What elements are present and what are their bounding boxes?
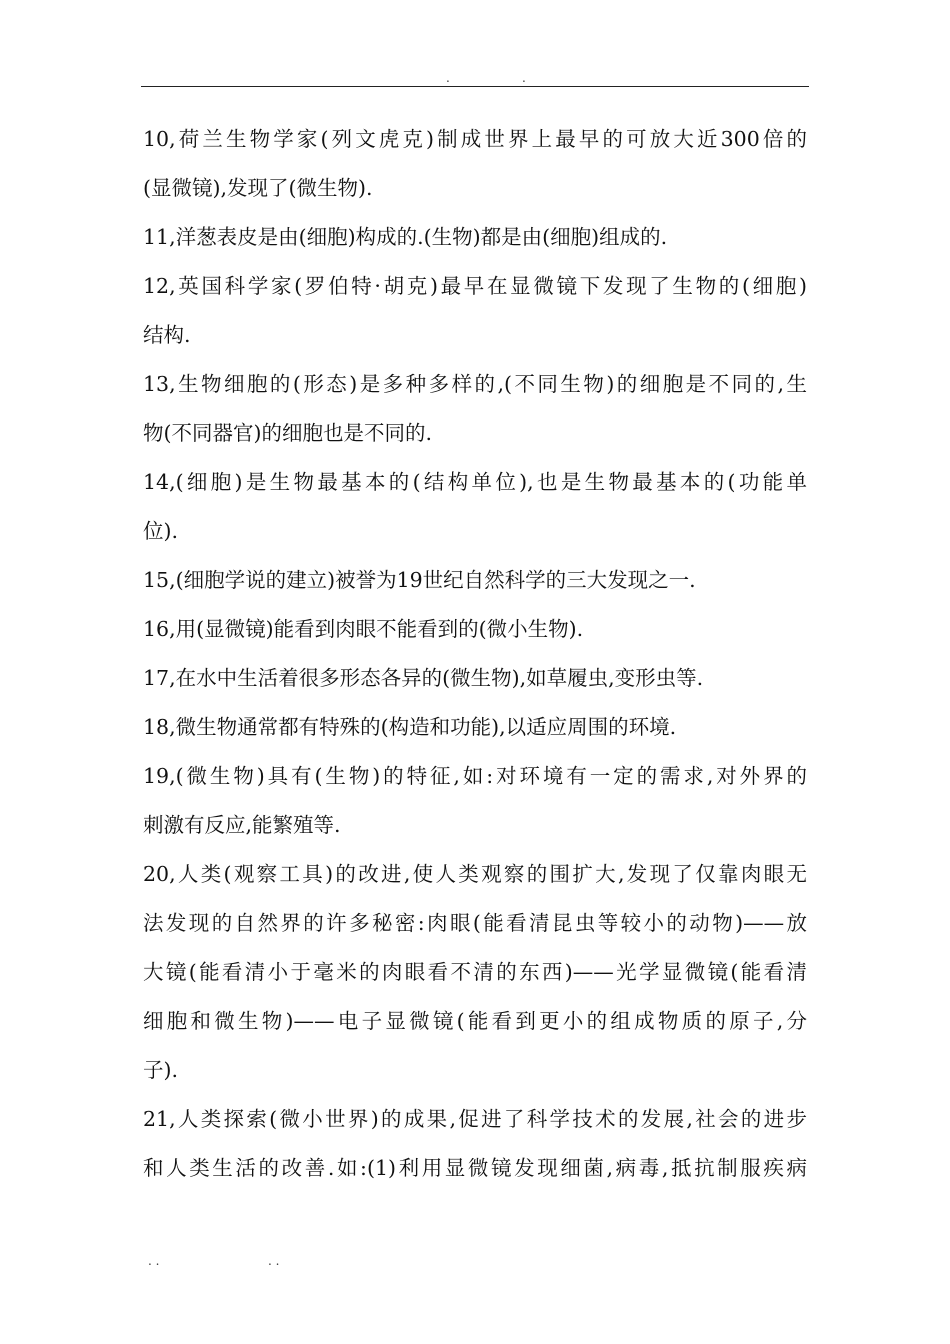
text-line: 13,生物细胞的(形态)是多种多样的,(不同生物)的细胞是不同的,生: [143, 372, 807, 396]
text-line: 21,人类探索(微小世界)的成果,促进了科学技术的发展,社会的进步: [143, 1107, 807, 1131]
text-line: 子).: [143, 1058, 179, 1082]
text-line: 14,(细胞)是生物最基本的(结构单位),也是生物最基本的(功能单: [143, 470, 807, 494]
text-line: 刺激有反应,能繁殖等.: [143, 813, 341, 837]
text-line: 大镜(能看清小于毫米的肉眼看不清的东西)——光学显微镜(能看清: [143, 960, 807, 984]
text-line: 12,英国科学家(罗伯特·胡克)最早在显微镜下发现了生物的(细胞): [143, 274, 807, 298]
text-line: 11,洋葱表皮是由(细胞)构成的.(生物)都是由(细胞)组成的.: [143, 225, 668, 249]
text-line: (显微镜),发现了(微生物).: [143, 176, 373, 200]
text-line: 15,(细胞学说的建立)被誉为19世纪自然科学的三大发现之一.: [143, 568, 696, 592]
text-line: 细胞和微生物)——电子显微镜(能看到更小的组成物质的原子,分: [143, 1009, 807, 1033]
page-header-marks: [440, 72, 540, 84]
text-line: 19,(微生物)具有(生物)的特征,如:对环境有一定的需求,对外界的: [143, 764, 807, 788]
header-mark: .: [446, 71, 450, 85]
text-line: 17,在水中生活着很多形态各异的(微生物),如草履虫,变形虫等.: [143, 666, 704, 690]
footer-mark: . .: [148, 1254, 160, 1268]
text-line: 16,用(显微镜)能看到肉眼不能看到的(微小生物).: [143, 617, 584, 641]
text-line: 结构.: [143, 323, 191, 347]
text-line: 物(不同器官)的细胞也是不同的.: [143, 421, 433, 445]
text-line: 和人类生活的改善.如:(1)利用显微镜发现细菌,病毒,抵抗制服疾病: [143, 1156, 807, 1180]
text-line: 法发现的自然界的许多秘密:肉眼(能看清昆虫等较小的动物)——放: [143, 911, 807, 935]
header-rule: [141, 86, 809, 87]
page-footer-marks: [148, 1254, 348, 1268]
header-mark: .: [522, 71, 526, 85]
text-line: 位).: [143, 519, 179, 543]
text-line: 10,荷兰生物学家(列文虎克)制成世界上最早的可放大近300倍的: [143, 127, 807, 151]
text-line: 18,微生物通常都有特殊的(构造和功能),以适应周围的环境.: [143, 715, 677, 739]
footer-mark: . .: [268, 1254, 280, 1268]
text-line: 20,人类(观察工具)的改进,使人类观察的围扩大,发现了仅靠肉眼无: [143, 862, 807, 886]
document-body: [143, 115, 807, 1193]
